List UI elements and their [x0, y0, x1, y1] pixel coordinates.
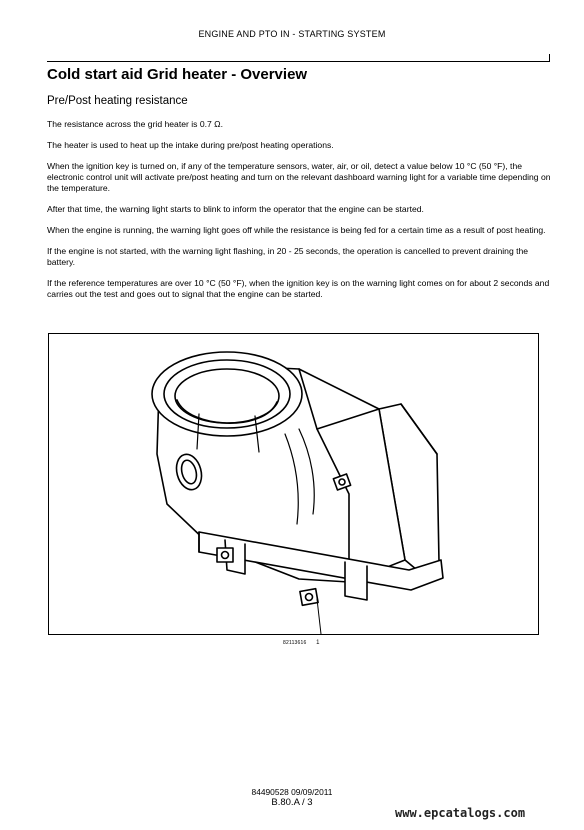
header-rule-tick — [549, 54, 550, 62]
footer-doc-ref: 84490528 09/09/2011 — [251, 787, 333, 797]
body-text — [47, 119, 552, 310]
paragraph: When the ignition key is turned on, if any of the temperature sensors, water, air, or oil, detect a value below 10 °C (50 °F), the electronic control unit will activate pre/post heating and turn on the relevant dashboard warning light for a variable time depending on the temperature. — [47, 161, 551, 193]
grid-heater-drawing — [49, 334, 538, 634]
running-header: ENGINE AND PTO IN - STARTING SYSTEM — [198, 29, 386, 39]
paragraph: The heater is used to heat up the intake during pre/post heating operations. — [47, 140, 334, 150]
figure-caption — [283, 640, 320, 646]
paragraph: The resistance across the grid heater is 0.7 Ω. — [47, 119, 223, 129]
paragraph: If the reference temperatures are over 10 °C (50 °F), when the ignition key is on the warning light comes on for about 2 seconds and carries out the test and goes out to signal that the engine can be started. — [47, 278, 550, 299]
figure-code: 82113616 — [283, 640, 307, 646]
header-rule — [47, 61, 550, 62]
section-subtitle: Pre/Post heating resistance — [47, 95, 188, 107]
paragraph: If the engine is not started, with the warning light flashing, in 20 - 25 seconds, the operation is cancelled to prevent draining the battery. — [47, 246, 529, 267]
grid-heater-illustration — [48, 333, 539, 635]
footer-page-number: B.80.A / 3 — [271, 797, 313, 808]
strap-leg — [345, 562, 367, 600]
paragraph: When the engine is running, the warning light goes off while the resistance is being fed for a certain time as a result of post heating. — [47, 225, 546, 235]
paragraph: After that time, the warning light starts to blink to inform the operator that the engine can be started. — [47, 204, 424, 214]
figure-number: 1 — [316, 640, 320, 646]
watermark: www.epcatalogs.com — [395, 806, 526, 820]
page-title: Cold start aid Grid heater - Overview — [47, 66, 308, 83]
